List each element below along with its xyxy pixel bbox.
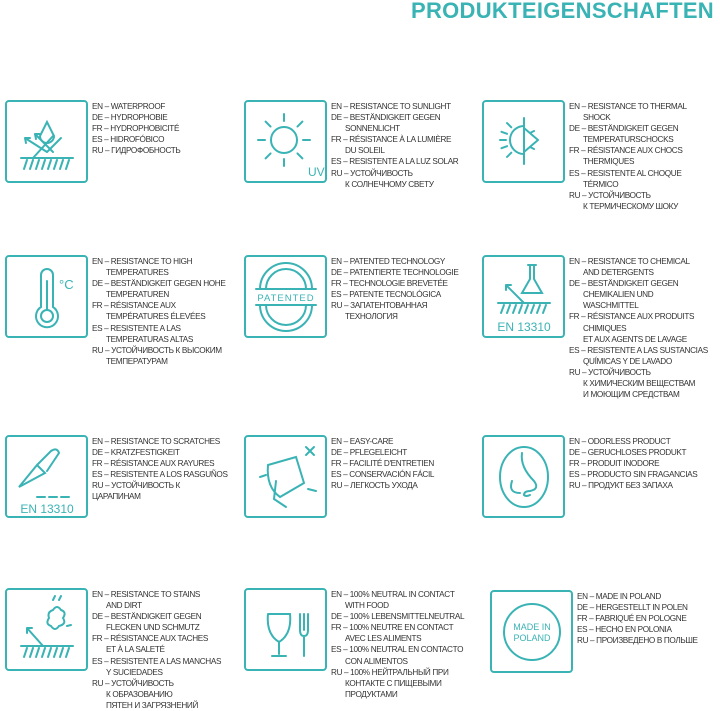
svg-text:EN 13310: EN 13310: [20, 502, 74, 516]
property-line: К ХИМИЧЕСКИМ ВЕЩЕСТВАМ: [583, 379, 696, 389]
property-line: TEMPERATUREN: [106, 290, 169, 300]
property-line: EN – RESISTANCE TO SCRATCHES: [92, 437, 220, 446]
property-line: FR – RÉSISTANCE AUX: [92, 301, 176, 311]
property-item: [244, 435, 434, 518]
property-line: ПРОДУКТАМИ: [345, 689, 398, 699]
property-text: [331, 100, 458, 190]
property-text: [577, 590, 698, 673]
property-item: [5, 255, 225, 367]
property-line: RU – 100% НЕЙТРАЛЬНЫЙ ПРИ: [331, 667, 449, 677]
property-line: FR – FACILITÉ D'ENTRETIEN: [331, 459, 434, 469]
property-line: ES – PRODUCTO SIN FRAGANCIAS: [569, 470, 698, 480]
glass-fork-icon: [244, 588, 327, 671]
property-line: ES – HIDROFÓBICO: [92, 135, 165, 145]
property-item: [490, 590, 698, 673]
property-line: ES – HECHO EN POLONIA: [577, 625, 672, 635]
property-line: DE – BESTÄNDIGKEIT GEGEN: [331, 113, 441, 123]
property-line: TEMPERATURAS ALTAS: [106, 334, 193, 344]
property-line: FR – FABRIQUÉ EN POLOGNE: [577, 614, 687, 624]
sun-uv-icon: [244, 100, 327, 183]
property-line: FR – RÉSISTANCE AUX TACHES: [92, 634, 209, 644]
cleaning-hand-icon: [244, 435, 327, 518]
property-line: ES – RESISTENTE AL CHOQUE: [569, 168, 682, 178]
property-text: [569, 255, 708, 400]
property-line: CHEMIKALIEN UND: [583, 290, 654, 300]
property-item: [482, 435, 697, 518]
property-line: QUÍMICAS Y DE LAVADO: [583, 356, 672, 366]
property-text: [92, 100, 180, 183]
svg-text:UV: UV: [308, 165, 325, 179]
property-line: DU SOLEIL: [345, 146, 385, 156]
property-line: AND DIRT: [106, 601, 142, 611]
made-in-poland-icon: [490, 590, 573, 673]
property-line: И МОЮЩИМ СРЕДСТВАМ: [583, 390, 680, 400]
property-line: RU – УСТОЙЧИВОСТЬ: [569, 367, 651, 377]
property-line: FR – RÉSISTANCE À LA LUMIÈRE: [331, 135, 452, 145]
property-line: DE – PFLEGELEICHT: [331, 448, 407, 458]
property-line: CHIMIQUES: [583, 323, 627, 333]
property-item: [5, 100, 180, 183]
property-line: FR – PRODUIT INODORE: [569, 459, 660, 469]
property-item: [482, 255, 708, 400]
property-line: SHOCK: [583, 113, 611, 123]
property-line: DE – PATENTIERTE TECHNOLOGIE: [331, 268, 459, 278]
property-line: RU – ЗАПАТЕНТОВАННАЯ: [331, 301, 428, 311]
property-line: ES – RESISTENTE A LA LUZ SOLAR: [331, 157, 459, 167]
property-line: DE – KRATZFESTIGKEIT: [92, 448, 180, 458]
thermal-shock-icon: [482, 100, 565, 183]
property-line: EN – PATENTED TECHNOLOGY: [331, 257, 445, 266]
property-line: ES – RESISTENTE A LOS RASGUÑOS: [92, 470, 228, 480]
property-line: ТЕМПЕРАТУРАМ: [106, 356, 168, 366]
property-text: [92, 255, 225, 367]
property-item: [244, 100, 458, 190]
property-line: EN – RESISTANCE TO CHEMICAL: [569, 257, 690, 266]
property-line: DE – GERUCHLOSES PRODUKT: [569, 448, 687, 458]
property-line: К ТЕРМИЧЕСКОМУ ШОКУ: [583, 201, 679, 211]
property-line: FR – TECHNOLOGIE BREVETÉE: [331, 279, 448, 289]
property-line: RU – ПРОДУКТ БЕЗ ЗАПАХА: [569, 481, 673, 491]
property-item: [482, 100, 687, 212]
stain-icon: [5, 588, 88, 671]
patented-icon: [244, 255, 327, 338]
property-line: EN – EASY-CARE: [331, 437, 394, 446]
property-line: ES – RESISTENTE A LAS SUSTANCIAS: [569, 345, 708, 355]
property-line: ТЕХНОЛОГИЯ: [345, 312, 398, 322]
property-line: ПЯТЕН И ЗАГРЯЗНЕНИЙ: [106, 700, 198, 710]
property-text: [92, 435, 228, 518]
svg-text:POLAND: POLAND: [513, 633, 551, 643]
property-line: TÉRMICO: [583, 179, 619, 189]
property-text: [569, 435, 697, 518]
property-line: FR – RÉSISTANCE AUX CHOCS: [569, 146, 683, 156]
property-line: EN – RESISTANCE TO SUNLIGHT: [331, 102, 451, 111]
property-line: TEMPÉRATURES ÉLEVÉES: [106, 312, 206, 322]
svg-text:PATENTED: PATENTED: [257, 293, 315, 304]
property-line: TEMPERATURSCHOCKS: [583, 135, 674, 145]
property-line: EN – 100% NEUTRAL IN CONTACT: [331, 590, 455, 599]
page-title: PRODUKTEIGENSCHAFTEN: [410, 0, 714, 23]
property-line: DE – BESTÄNDIGKEIT GEGEN HOHE: [92, 279, 226, 289]
property-line: DE – HYDROPHOBIE: [92, 113, 168, 123]
svg-text:EN 13310: EN 13310: [497, 320, 551, 334]
property-line: FLECKEN UND SCHMUTZ: [106, 623, 200, 633]
nose-icon: [482, 435, 565, 518]
property-line: DE – BESTÄNDIGKEIT GEGEN: [569, 279, 679, 289]
property-line: EN – RESISTANCE TO THERMAL: [569, 102, 687, 111]
property-line: EN – RESISTANCE TO STAINS: [92, 590, 201, 599]
property-line: ES – 100% NEUTRAL EN CONTACTO: [331, 645, 464, 655]
property-line: CON ALIMENTOS: [345, 656, 408, 666]
property-line: КОНТАКТЕ С ПИЩЕВЫМИ: [345, 678, 442, 688]
svg-text:MADE IN: MADE IN: [513, 622, 551, 632]
property-line: AVEC LES ALIMENTS: [345, 634, 422, 644]
property-line: ES – CONSERVACIÓN FÁCIL: [331, 470, 435, 480]
property-line: ЦАРАПИНАМ: [92, 492, 141, 502]
property-line: EN – MADE IN POLAND: [577, 592, 661, 601]
property-line: RU – ГИДРОФОБНОСТЬ: [92, 146, 181, 156]
property-line: ET AUX AGENTS DE LAVAGE: [583, 334, 687, 344]
property-item: [244, 255, 458, 338]
property-line: RU – УСТОЙЧИВОСТЬ: [92, 678, 174, 688]
property-line: FR – RÉSISTANCE AUX RAYURES: [92, 459, 215, 469]
property-line: DE – BESTÄNDIGKEIT GEGEN: [92, 612, 202, 622]
property-line: FR – 100% NEUTRE EN CONTACT: [331, 623, 454, 633]
property-line: К СОЛНЕЧНОМУ СВЕТУ: [345, 179, 434, 189]
svg-text:°C: °C: [59, 277, 74, 292]
property-line: EN – ODORLESS PRODUCT: [569, 437, 671, 446]
property-line: DE – 100% LEBENSMITTELNEUTRAL: [331, 612, 465, 622]
property-line: RU – ПРОИЗВЕДЕНО В ПОЛЬШЕ: [577, 636, 698, 646]
property-line: FR – RÉSISTANCE AUX PRODUITS: [569, 312, 695, 322]
property-text: [92, 588, 221, 711]
property-line: WASCHMITTEL: [583, 301, 639, 311]
property-line: RU – УСТОЙЧИВОСТЬ: [569, 190, 651, 200]
property-line: EN – RESISTANCE TO HIGH: [92, 257, 193, 266]
property-line: RU – ЛЕГКОСТЬ УХОДА: [331, 481, 418, 491]
property-line: К ОБРАЗОВАНИЮ: [106, 689, 173, 699]
property-line: Y SUCIEDADES: [106, 667, 163, 677]
property-line: RU – УСТОЙЧИВОСТЬ К ВЫСОКИМ: [92, 345, 222, 355]
property-text: [331, 255, 458, 338]
property-line: ES – PATENTE TECNOLÓGICA: [331, 290, 441, 300]
property-line: THERMIQUES: [583, 157, 635, 167]
thermometer-icon: [5, 255, 88, 338]
property-line: ET À LA SALETÉ: [106, 645, 165, 655]
property-line: RU – УСТОЙЧИВОСТЬ: [331, 168, 413, 178]
property-line: EN – WATERPROOF: [92, 102, 165, 111]
property-item: [5, 435, 228, 518]
property-line: DE – BESTÄNDIGKEIT GEGEN: [569, 124, 679, 134]
property-item: [5, 588, 221, 711]
chemical-flask-icon: [482, 255, 565, 338]
property-line: SONNENLICHT: [345, 124, 400, 134]
knife-icon: [5, 435, 88, 518]
property-line: ES – RESISTENTE A LAS MANCHAS: [92, 656, 222, 666]
property-item: [244, 588, 464, 700]
property-text: [569, 100, 687, 212]
property-line: ES – RESISTENTE A LAS: [92, 323, 181, 333]
property-line: DE – HERGESTELLT IN POLEN: [577, 603, 688, 613]
property-line: TEMPERATURES: [106, 268, 169, 278]
property-text: [331, 435, 434, 518]
property-line: RU – УСТОЙЧИВОСТЬ К: [92, 481, 180, 491]
property-line: WITH FOOD: [345, 601, 389, 611]
property-line: FR – HYDROPHOBICITÉ: [92, 124, 180, 134]
property-text: [331, 588, 464, 700]
property-line: AND DETERGENTS: [583, 268, 654, 278]
waterproof-icon: [5, 100, 88, 183]
